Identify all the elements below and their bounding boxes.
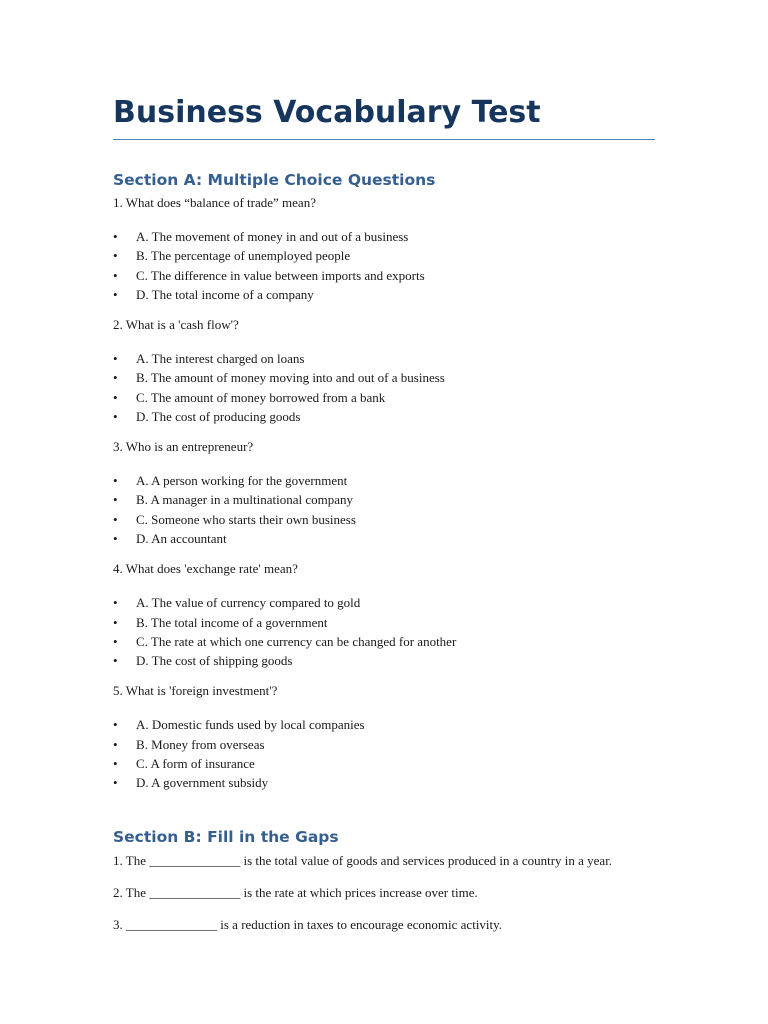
question-2 — [113, 317, 655, 426]
section-a-heading: Section A: Multiple Choice Questions — [113, 170, 436, 189]
answer-option — [113, 471, 655, 490]
gap-item-3: 3. ______________ is a reduction in taxes to encourage economic activity. — [113, 916, 503, 932]
option-text: D. The cost of shipping goods — [136, 653, 293, 669]
option-text: A. The interest charged on loans — [136, 351, 305, 367]
answer-options — [113, 349, 655, 426]
option-text: A. The movement of money in and out of a business — [136, 228, 409, 244]
document-title: Business Vocabulary Test — [113, 96, 655, 140]
bullet-icon: • — [113, 473, 118, 489]
bullet-icon: • — [113, 755, 118, 771]
question-text: 5. What is 'foreign investment'? — [113, 683, 278, 699]
bullet-icon: • — [113, 267, 118, 283]
bullet-icon: • — [113, 653, 118, 669]
answer-option — [113, 266, 655, 285]
option-text: D. The cost of producing goods — [136, 408, 301, 424]
bullet-icon: • — [113, 351, 118, 367]
question-text: 1. What does “balance of trade” mean? — [113, 195, 316, 211]
bullet-icon: • — [113, 408, 118, 424]
option-text: C. The rate at which one currency can be changed for another — [136, 633, 457, 649]
answer-option — [113, 246, 655, 265]
option-text: D. A government subsidy — [136, 775, 269, 791]
question-text: 3. Who is an entrepreneur? — [113, 439, 254, 455]
bullet-icon: • — [113, 492, 118, 508]
question-text: 2. What is a 'cash flow'? — [113, 317, 239, 333]
bullet-icon: • — [113, 775, 118, 791]
bullet-icon: • — [113, 531, 118, 547]
bullet-icon: • — [113, 614, 118, 630]
option-text: C. The amount of money borrowed from a bank — [136, 389, 386, 405]
bullet-icon: • — [113, 511, 118, 527]
answer-option — [113, 651, 655, 670]
option-text: B. Money from overseas — [136, 736, 265, 752]
answer-option — [113, 735, 655, 754]
option-text: B. The amount of money moving into and out of a business — [136, 370, 445, 386]
question-4 — [113, 561, 655, 670]
option-text: D. The total income of a company — [136, 286, 314, 302]
bullet-icon: • — [113, 736, 118, 752]
option-text: A. A person working for the government — [136, 473, 348, 489]
answer-option — [113, 349, 655, 368]
answer-option — [113, 632, 655, 651]
option-text: A. Domestic funds used by local companies — [136, 717, 365, 733]
answer-option — [113, 227, 655, 246]
answer-options — [113, 471, 655, 548]
bullet-icon: • — [113, 389, 118, 405]
answer-option — [113, 285, 655, 304]
answer-option — [113, 754, 655, 773]
gap-item-1: 1. The ______________ is the total value of goods and services produced in a country in a year. — [113, 853, 613, 869]
answer-option — [113, 388, 655, 407]
gap-item-2: 2. The ______________ is the rate at which prices increase over time. — [113, 884, 478, 900]
option-text: C. A form of insurance — [136, 755, 255, 771]
question-3 — [113, 439, 655, 548]
option-text: C. The difference in value between imports and exports — [136, 267, 425, 283]
multiple-choice-list — [113, 195, 655, 792]
answer-option — [113, 407, 655, 426]
option-text: B. The percentage of unemployed people — [136, 248, 351, 264]
section-b-heading: Section B: Fill in the Gaps — [113, 828, 339, 847]
answer-option — [113, 490, 655, 509]
question-5 — [113, 683, 655, 792]
bullet-icon: • — [113, 286, 118, 302]
answer-option — [113, 529, 655, 548]
bullet-icon: • — [113, 633, 118, 649]
answer-options — [113, 715, 655, 792]
answer-option — [113, 613, 655, 632]
question-1 — [113, 195, 655, 304]
bullet-icon: • — [113, 228, 118, 244]
answer-option — [113, 773, 655, 792]
bullet-icon: • — [113, 370, 118, 386]
bullet-icon: • — [113, 717, 118, 733]
answer-option — [113, 368, 655, 387]
option-text: B. The total income of a government — [136, 614, 328, 630]
bullet-icon: • — [113, 248, 118, 264]
fill-in-gaps-list — [113, 853, 655, 934]
answer-options — [113, 593, 655, 670]
option-text: D. An accountant — [136, 531, 227, 547]
answer-option — [113, 510, 655, 529]
option-text: A. The value of currency compared to gold — [136, 595, 361, 611]
answer-option — [113, 593, 655, 612]
option-text: C. Someone who starts their own business — [136, 511, 356, 527]
bullet-icon: • — [113, 595, 118, 611]
answer-options — [113, 227, 655, 304]
question-text: 4. What does 'exchange rate' mean? — [113, 561, 298, 577]
option-text: B. A manager in a multinational company — [136, 492, 353, 508]
answer-option — [113, 715, 655, 734]
